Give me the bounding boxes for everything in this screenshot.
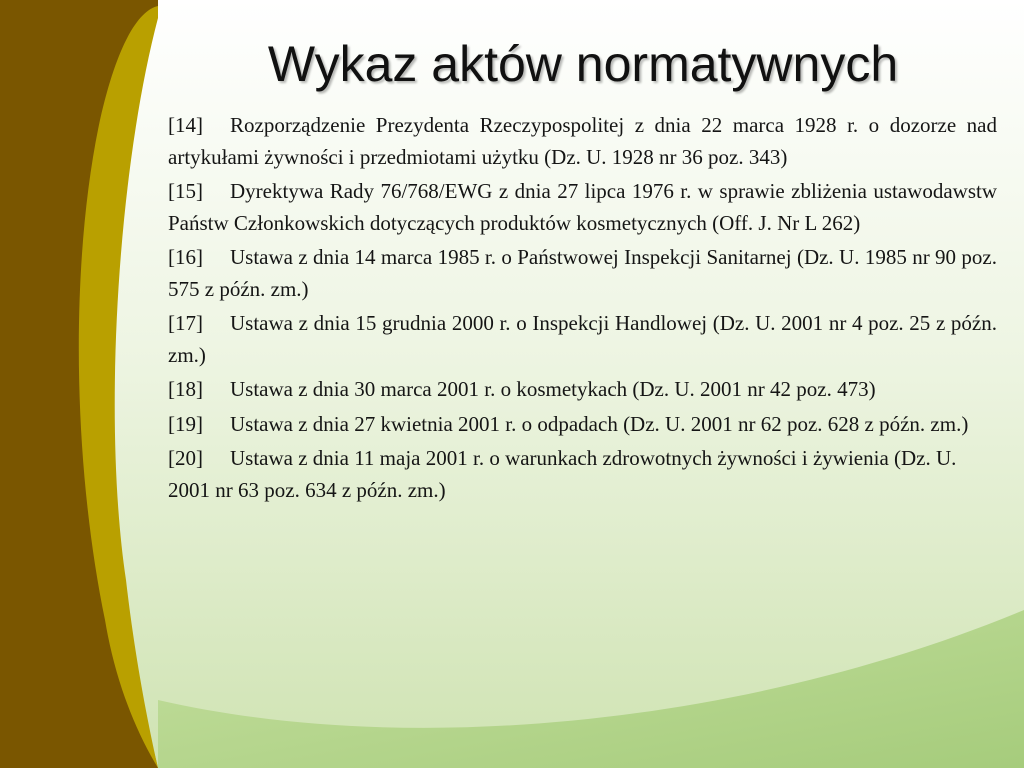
reference-text: Ustawa z dnia 27 kwietnia 2001 r. o odpadach (Dz. U. 2001 nr 62 poz. 628 z późn. zm.) (230, 411, 969, 436)
reference-number: [17] (168, 311, 203, 335)
references-list (168, 110, 997, 509)
reference-number: [15] (168, 179, 203, 203)
slide-title: Wykaz aktów normatywnych (267, 36, 899, 92)
reference-text: Rozporządzenie Prezydenta Rzeczypospolitej z dnia 22 marca 1928 r. o dozorze nad artykułami żywności i przedmiotami użytku (Dz. U. 1928 nr 36 poz. 343) (168, 113, 997, 169)
reference-text: Ustawa z dnia 30 marca 2001 r. o kosmetykach (Dz. U. 2001 nr 42 poz. 473) (230, 377, 876, 401)
reference-item (168, 374, 997, 406)
reference-number: [18] (168, 377, 203, 401)
reference-number: [14] (168, 113, 203, 137)
reference-number: [16] (168, 245, 203, 269)
reference-text: Ustawa z dnia 11 maja 2001 r. o warunkach zdrowotnych żywności i żywienia (Dz. U. 2001 nr 63 poz. 634 z późn. zm.) (168, 446, 957, 502)
reference-item (168, 308, 997, 371)
reference-item (168, 176, 997, 239)
reference-item (168, 110, 997, 173)
reference-text: Dyrektywa Rady 76/768/EWG z dnia 27 lipca 1976 r. w sprawie zbliżenia ustawodawstw Państw Członkowskich dotyczących produktów kosmetycznych (Off. J. Nr L 262) (168, 179, 997, 235)
reference-item (168, 242, 997, 305)
reference-number: [20] (168, 446, 203, 470)
reference-text: Ustawa z dnia 15 grudnia 2000 r. o Inspekcji Handlowej (Dz. U. 2001 nr 4 poz. 25 z późn. zm.) (168, 311, 997, 367)
reference-number: [19] (168, 411, 203, 436)
reference-item (168, 443, 997, 506)
reference-item (168, 409, 997, 441)
reference-text: Ustawa z dnia 14 marca 1985 r. o Państwowej Inspekcji Sanitarnej (Dz. U. 1985 nr 90 poz. 575 z późn. zm.) (168, 245, 997, 301)
